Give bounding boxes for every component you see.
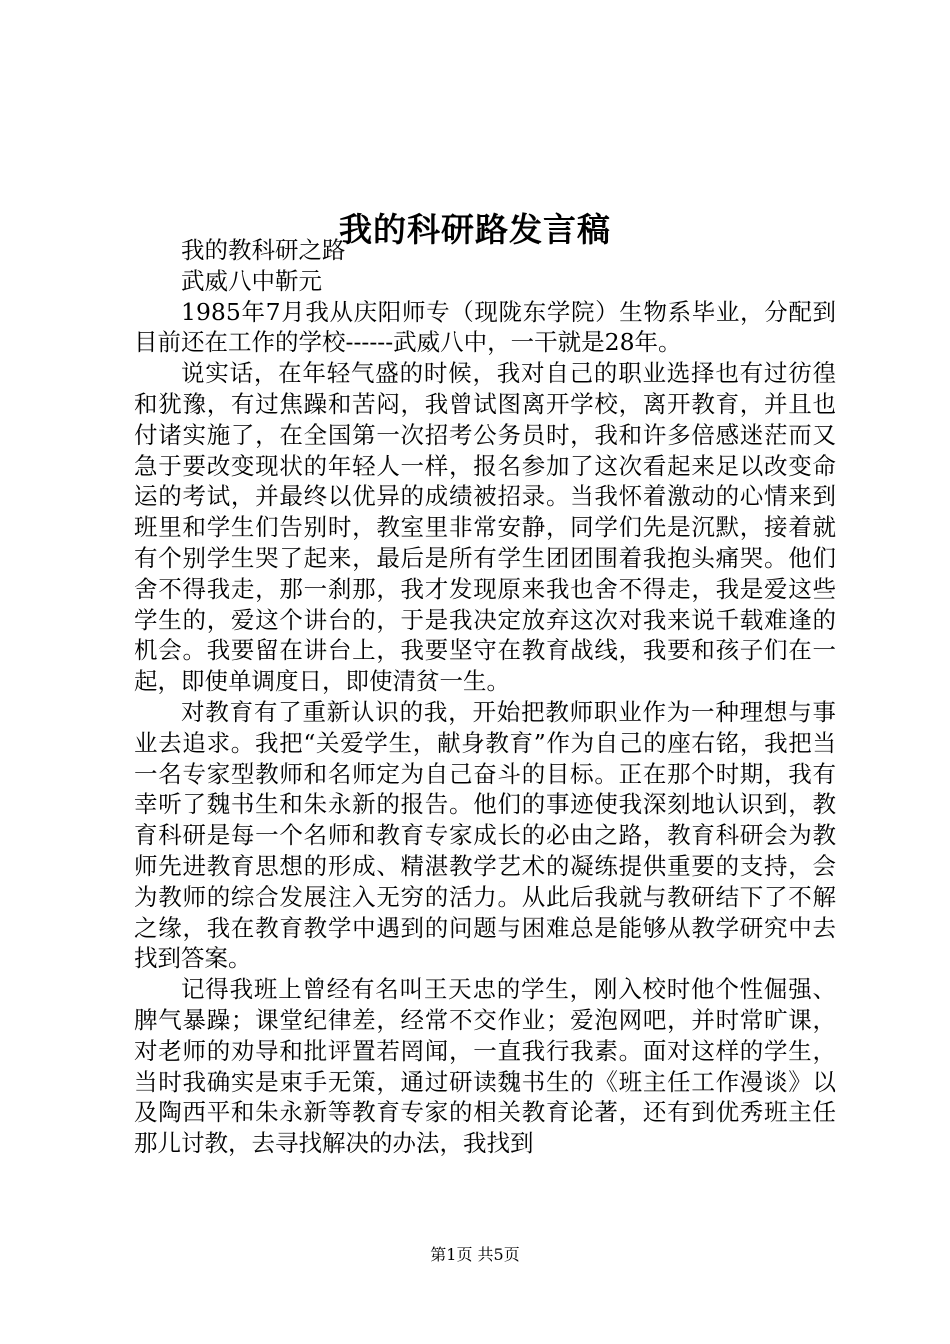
document-body	[134, 235, 836, 1159]
paragraph-4: 记得我班上曾经有名叫王天忠的学生，刚入校时他个性倔强、脾气暴躁；课堂纪律差，经常不交作业；爱泡网吧，并时常旷课，对老师的劝导和批评置若罔闻，一直我行我素。面对这样的学生，当时我确实是束手无策，通过研读魏书生的《班主任工作漫谈》以及陶西平和朱永新等教育专家的相关教育论著，还有到优秀班主任那儿讨教，去寻找解决的办法，我找到	[134, 975, 836, 1158]
paragraph-3: 对教育有了重新认识的我，开始把教师职业作为一种理想与事业去追求。我把“关爱学生，献身教育”作为自己的座右铭，我把当一名专家型教师和名师定为自己奋斗的目标。正在那个时期，我有幸听了魏书生和朱永新的报告。他们的事迹使我深刻地认识到，教育科研是每一个名师和教育专家成长的必由之路，教育科研会为教师先进教育思想的形成、精湛教学艺术的凝练提供重要的支持，会为教师的综合发展注入无穷的活力。从此后我就与教研结下了不解之缘，我在教育教学中遇到的问题与困难总是能够从教学研究中去找到答案。	[134, 697, 836, 973]
paragraph-2: 说实话，在年轻气盛的时候，我对自己的职业选择也有过彷徨和犹豫，有过焦躁和苦闷，我曾试图离开学校，离开教育，并且也付诸实施了，在全国第一次招考公务员时，我和许多倍感迷茫而又急于要改变现状的年轻人一样，报名参加了这次看起来足以改变命运的考试，并最终以优异的成绩被招录。当我怀着激动的心情来到班里和学生们告别时，教室里非常安静，同学们先是沉默，接着就有个别学生哭了起来，最后是所有学生团团围着我抱头痛哭。他们舍不得我走，那一刹那，我才发现原来我也舍不得走，我是爱这些学生的，爱这个讲台的，于是我决定放弃这次对我来说千载难逢的机会。我要留在讲台上，我要坚守在教育战线，我要和孩子们在一起，即使单调度日，即使清贫一生。	[134, 359, 836, 696]
paragraph-subtitle: 我的教科研之路	[181, 236, 346, 264]
paragraph-author: 武威八中靳元	[181, 266, 322, 295]
page-footer: 第1页 共5页	[430, 1245, 520, 1264]
document-title: 我的科研路发言稿	[339, 210, 611, 250]
paragraph-1: 1985年7月我从庆阳师专（现陇东学院）生物系毕业，分配到目前还在工作的学校------武威八中，一干就是28年。	[134, 297, 836, 357]
